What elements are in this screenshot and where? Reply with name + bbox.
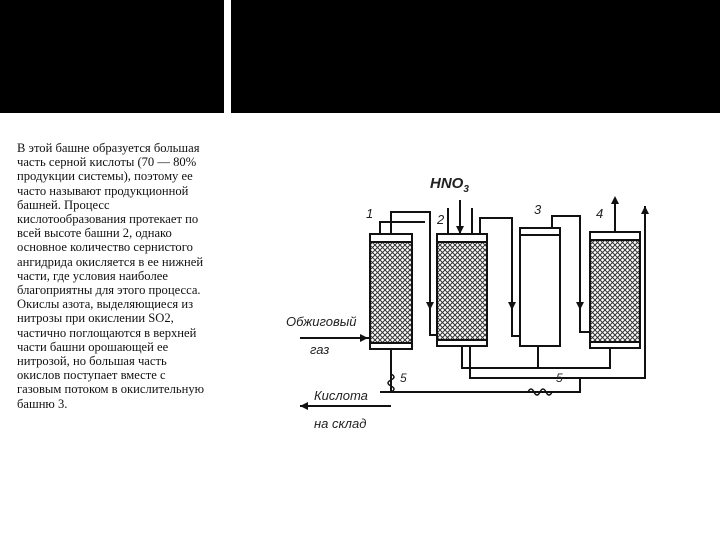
tower-4-label: 4 [596, 206, 604, 221]
pump-label-1: 5 [400, 371, 407, 385]
header-black-block-left [0, 0, 224, 113]
slide-paragraph: В этой башне образуется большая часть серной кислоты (70 — 80% продукции системы), поэтому ее часто называют продукционной башней. Процесс кислотообразования протекает по всей высоте башни 2, однако основное количество сернистого ангидрида окисляется в ее нижней части, где условия наиболее благоприятны для этого процесса. Окислы азота, выделяющиеся из нитрозы при окислении SO2, частично поглощаются в верхней части башни орошающей ее нитрозой, но большая часть окислов поступает вместе с газовым потоком в окислительную башню 3. [17, 141, 205, 411]
tower-2-label: 2 [437, 212, 445, 227]
acid-label-line2: на склад [314, 416, 367, 431]
hno3-label: $HNO_3$ [430, 175, 469, 195]
gas-label-line1: Обжиговый [286, 314, 357, 329]
gas-label-line2: газ [310, 342, 330, 357]
tower-3 [520, 228, 560, 346]
tower-1-label: 1 [366, 206, 374, 221]
acid-label-line1: Кислота [314, 388, 368, 403]
pump-label-2: 5 [556, 371, 563, 385]
header-black-block-right [231, 0, 720, 113]
tower-4 [590, 232, 640, 348]
tower-3-label: 3 [534, 202, 542, 217]
tower-system-diagram [280, 160, 680, 450]
tower-1 [370, 234, 412, 349]
tower-2 [437, 234, 487, 346]
